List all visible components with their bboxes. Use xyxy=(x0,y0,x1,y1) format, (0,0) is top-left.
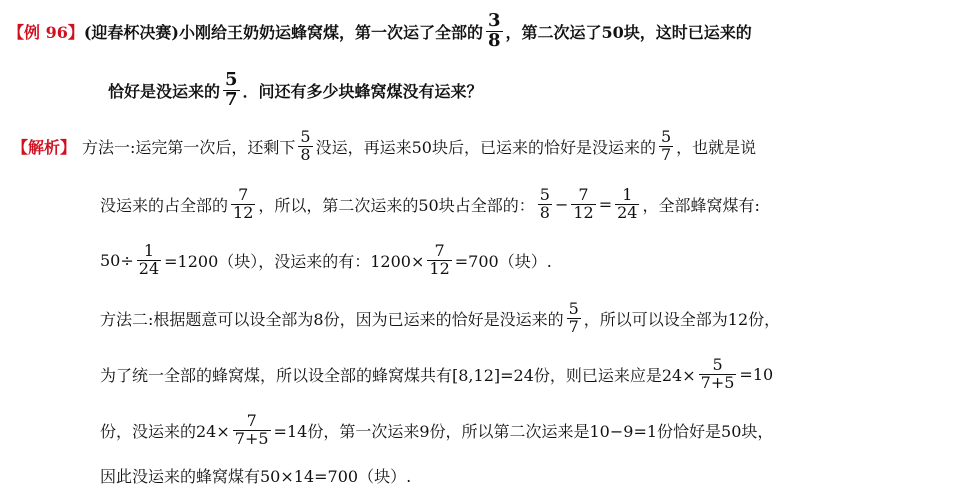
solution-text: =14份，第一次运来9份，所以第二次运来是10−9=1份恰好是50块， xyxy=(273,421,774,441)
solution-tag: 【解析】 xyxy=(12,137,77,157)
solution-text: ，全部蜂窝煤有: xyxy=(642,195,760,215)
fraction: $\frac{7}{12}$ xyxy=(233,184,254,222)
solution-text: 份，没运来的24× xyxy=(100,421,230,441)
solution-text: =700（块）. xyxy=(454,251,552,271)
solution-text: 为了统一全部的蜂窝煤，所以设全部的蜂窝煤共有[8,12]=24份，则已运来应是24× xyxy=(100,365,696,385)
fraction: $\frac{5}{7+5}$ xyxy=(700,354,735,392)
solution-text: ，所以可以设全部为12份， xyxy=(583,309,781,329)
fraction: $\frac{5}{8}$ xyxy=(539,184,550,222)
minus-sign: − xyxy=(554,194,569,214)
solution-text: 50÷ xyxy=(100,250,134,270)
solution-line-6 xyxy=(100,404,773,456)
problem-text: ．问还有多少块蜂窝煤没有运来？ xyxy=(242,81,483,101)
fraction-3-8: $\frac{3}{8}$ xyxy=(488,9,501,51)
solution-line-4 xyxy=(100,292,780,344)
solution-text: =1200（块），没运来的有：1200× xyxy=(164,251,425,271)
fraction: $\frac{7}{7+5}$ xyxy=(234,410,269,448)
solution-text: 方法一:运完第一次后，还剩下 xyxy=(82,137,296,157)
solution-line-3 xyxy=(100,234,552,286)
fraction: $\frac{7}{12}$ xyxy=(429,240,450,278)
solution-text: 方法二:根据题意可以设全部为8份，因为已运来的恰好是没运来的 xyxy=(100,309,564,329)
solution-line-2 xyxy=(100,178,760,230)
solution-text: ，也就是说 xyxy=(676,137,757,157)
problem-text: 恰好是没运来的 xyxy=(108,81,221,101)
problem-text: ，第二次运了50块，这时已运来的 xyxy=(505,22,752,42)
equals-sign: = xyxy=(598,194,613,214)
fraction: $\frac{1}{24}$ xyxy=(617,184,638,222)
solution-line-7 xyxy=(100,460,411,490)
solution-text: 因此没运来的蜂窝煤有50×14=700（块）. xyxy=(100,466,412,486)
fraction: $\frac{5}{7}$ xyxy=(660,126,672,164)
solution-text: 没运，再运来50块后，已运来的恰好是没运来的 xyxy=(315,137,656,157)
fraction: $\frac{7}{12}$ xyxy=(573,184,594,222)
problem-line-1 xyxy=(8,5,752,57)
fraction: $\frac{5}{7}$ xyxy=(568,298,579,336)
solution-text: =10 xyxy=(739,364,774,384)
solution-line-1 xyxy=(12,120,756,172)
solution-line-5 xyxy=(100,348,773,400)
fraction-5-7: $\frac{5}{7}$ xyxy=(225,68,238,110)
fraction: $\frac{1}{24}$ xyxy=(138,240,160,278)
solution-text: ，所以，第二次运来的50块占全部的： xyxy=(258,195,535,215)
solution-text: 没运来的占全部的 xyxy=(100,195,229,215)
example-tag: 【例 96】 xyxy=(8,22,84,42)
problem-text: (迎春杯决赛)小刚给王奶奶运蜂窝煤，第一次运了全部的 xyxy=(83,22,483,42)
fraction: $\frac{5}{8}$ xyxy=(300,126,311,164)
problem-line-2 xyxy=(108,64,483,116)
